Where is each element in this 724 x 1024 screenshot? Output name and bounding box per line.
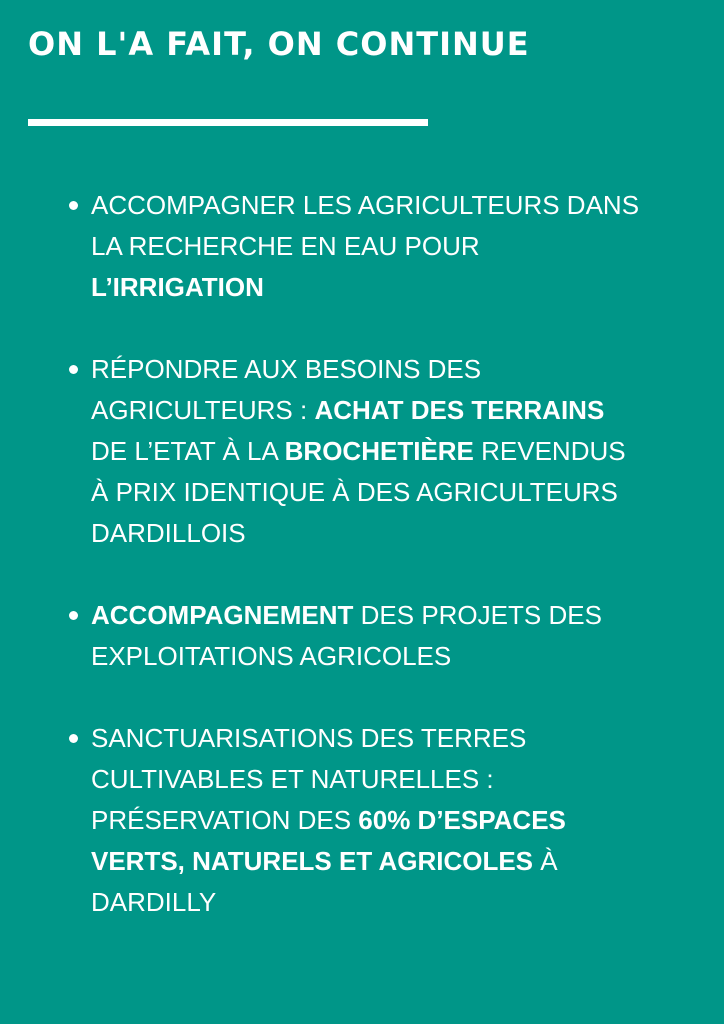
list-item bbox=[66, 185, 646, 308]
list-item bbox=[66, 349, 646, 554]
list-item bbox=[66, 718, 646, 923]
bullet-icon bbox=[69, 734, 78, 743]
item-text-bold: 60% D’ESPACES VERTS, NATURELS ET AGRICOLES bbox=[91, 805, 566, 876]
item-text-bold: L’IRRIGATION bbox=[91, 272, 264, 302]
item-text: DES PROJETS DES EXPLOITATIONS AGRICOLES bbox=[91, 600, 602, 671]
item-text-bold: BROCHETIÈRE bbox=[284, 436, 474, 466]
bullet-icon bbox=[69, 201, 78, 210]
page-title: ON L'A FAIT, ON CONTINUE bbox=[28, 25, 530, 63]
item-text: REVENDUS À PRIX IDENTIQUE À DES AGRICULTEURS DARDILLOIS bbox=[91, 436, 626, 548]
item-text-bold: ACHAT DES TERRAINS bbox=[314, 395, 605, 425]
item-text: À DARDILLY bbox=[91, 846, 558, 917]
list-item bbox=[66, 595, 646, 677]
bullet-list bbox=[66, 185, 646, 923]
item-text: RÉPONDRE AUX BESOINS DES AGRICULTEURS : bbox=[91, 354, 482, 425]
bullet-icon bbox=[69, 365, 78, 374]
title-divider bbox=[28, 119, 428, 126]
bullet-icon bbox=[69, 611, 78, 620]
item-text: DE L’ETAT À LA bbox=[91, 436, 285, 466]
item-text-bold: ACCOMPAGNEMENT bbox=[91, 600, 354, 630]
item-text: ACCOMPAGNER LES AGRICULTEURS DANS LA RECHERCHE EN EAU POUR bbox=[91, 190, 640, 261]
item-text: SANCTUARISATIONS DES TERRES CULTIVABLES ET NATURELLES : PRÉSERVATION DES bbox=[91, 723, 527, 835]
